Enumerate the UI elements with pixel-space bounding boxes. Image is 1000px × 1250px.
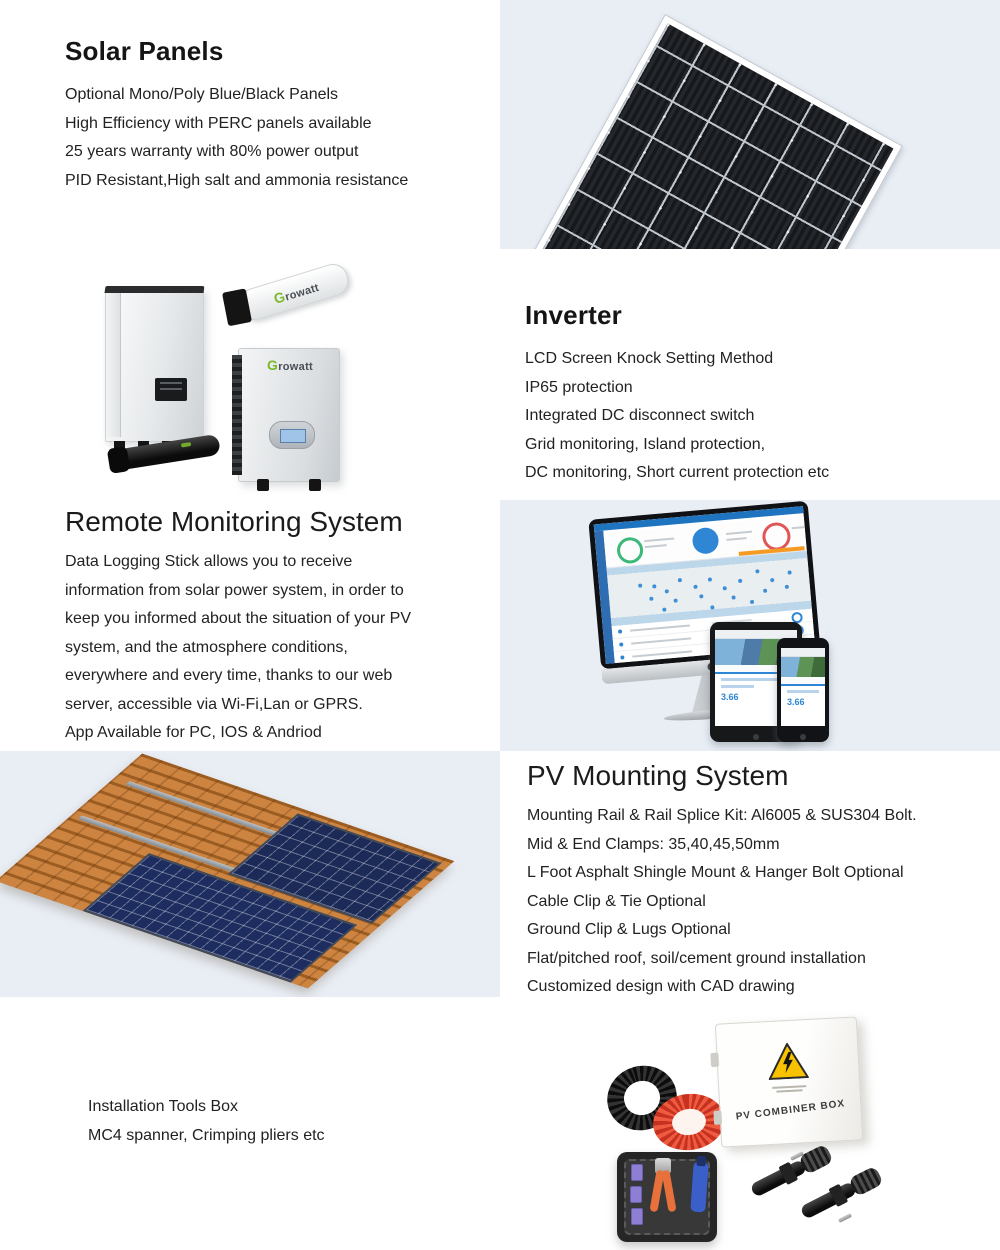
inverter-display: [155, 378, 187, 401]
connector-pin: [838, 1213, 852, 1223]
inverter-feature: LCD Screen Knock Setting Method: [525, 350, 774, 367]
inverter-large-graphic: [105, 288, 204, 442]
growatt-logo: Growatt: [267, 357, 314, 373]
pv-mounting-title: PV Mounting System: [527, 760, 789, 791]
pv-mounting-line: L Foot Asphalt Shingle Mount & Hanger Bolt Optional: [527, 864, 904, 881]
inverter-feature: DC monitoring, Short current protection etc: [525, 464, 830, 481]
solar-panels-feature: High Efficiency with PERC panels available: [65, 114, 372, 132]
remote-monitoring-line: Data Logging Stick allows you to receive: [65, 553, 353, 570]
combiner-box-label: PV COMBINER BOX: [735, 1098, 846, 1123]
solar-panel-cells: [536, 24, 894, 249]
pv-mounting-line: Mounting Rail & Rail Splice Kit: Al6005 & SUS304 Bolt.: [527, 807, 917, 824]
solar-panels-feature: 25 years warranty with 80% power output: [65, 143, 359, 160]
inverter-feature: Grid monitoring, Island protection,: [525, 435, 766, 453]
remote-monitoring-line: everywhere and every time, thanks to our web: [65, 667, 393, 684]
energy-value: 3.66: [787, 697, 805, 707]
solar-panels-feature: PID Resistant,High salt and ammonia resistance: [65, 171, 409, 189]
green-ring-chart: [616, 536, 644, 564]
remote-monitoring-line: information from solar power system, in order to: [65, 581, 404, 599]
solar-panel-image: [500, 0, 1000, 249]
home-button: [753, 734, 759, 740]
plant-photo: [781, 657, 825, 677]
wifi-datalogger-graphic: [236, 260, 352, 323]
plant-location-dots: [638, 583, 642, 587]
remote-monitoring-line: keep you informed about the situation of your PV: [65, 610, 411, 627]
tools-text-block: [88, 1093, 325, 1150]
monitoring-devices-image: [500, 500, 1000, 751]
tools-line: Installation Tools Box: [88, 1098, 239, 1115]
inverter-title: Inverter: [525, 300, 622, 330]
pv-mounting-line: Mid & End Clamps: 35,40,45,50mm: [527, 835, 780, 853]
pv-combiner-box-graphic: [715, 1016, 863, 1147]
pv-mounting-line: Cable Clip & Tie Optional: [527, 892, 706, 910]
pv-mounting-line: Flat/pitched roof, soil/cement ground installation: [527, 949, 866, 967]
tools-line: MC4 spanner, Crimping pliers etc: [88, 1126, 325, 1144]
pv-mounting-image: [0, 751, 500, 997]
remote-monitoring-line: system, and the atmosphere conditions,: [65, 638, 348, 656]
phone-app-screen: [781, 648, 825, 726]
inverter-small-graphic: [238, 348, 340, 482]
pv-mounting-line: Customized design with CAD drawing: [527, 978, 795, 995]
inverter-feature: Integrated DC disconnect switch: [525, 407, 755, 424]
remote-monitoring-line: App Available for PC, IOS & Andriod: [65, 724, 322, 741]
solar-panels-title: Solar Panels: [65, 36, 224, 66]
solar-panels-feature: Optional Mono/Poly Blue/Black Panels: [65, 86, 339, 103]
remote-monitoring-line: server, accessible via Wi-Fi,Lan or GPRS.: [65, 695, 363, 713]
energy-value: 3.66: [721, 692, 739, 702]
phone-graphic: [777, 638, 829, 742]
pv-mounting-line: Ground Clip & Lugs Optional: [527, 921, 731, 938]
warning-triangle-icon: [767, 1042, 809, 1080]
inverter-feature: IP65 protection: [525, 378, 633, 396]
solar-panels-text-block: [65, 36, 408, 195]
growatt-logo: Growatt: [271, 281, 321, 307]
solar-panel-graphic: [526, 14, 903, 249]
home-button: [800, 734, 806, 740]
inverter-lcd: [269, 421, 315, 449]
mc4-connector: [798, 1166, 884, 1223]
tile-roof-graphic: [0, 754, 454, 989]
inverter-text-block: [525, 300, 829, 488]
remote-monitoring-title: Remote Monitoring System: [65, 506, 403, 537]
remote-monitoring-text-block: [65, 506, 411, 748]
blue-circle-chart: [691, 527, 719, 555]
pv-mounting-text-block: [527, 760, 917, 1002]
tool-bag-graphic: [617, 1152, 717, 1242]
